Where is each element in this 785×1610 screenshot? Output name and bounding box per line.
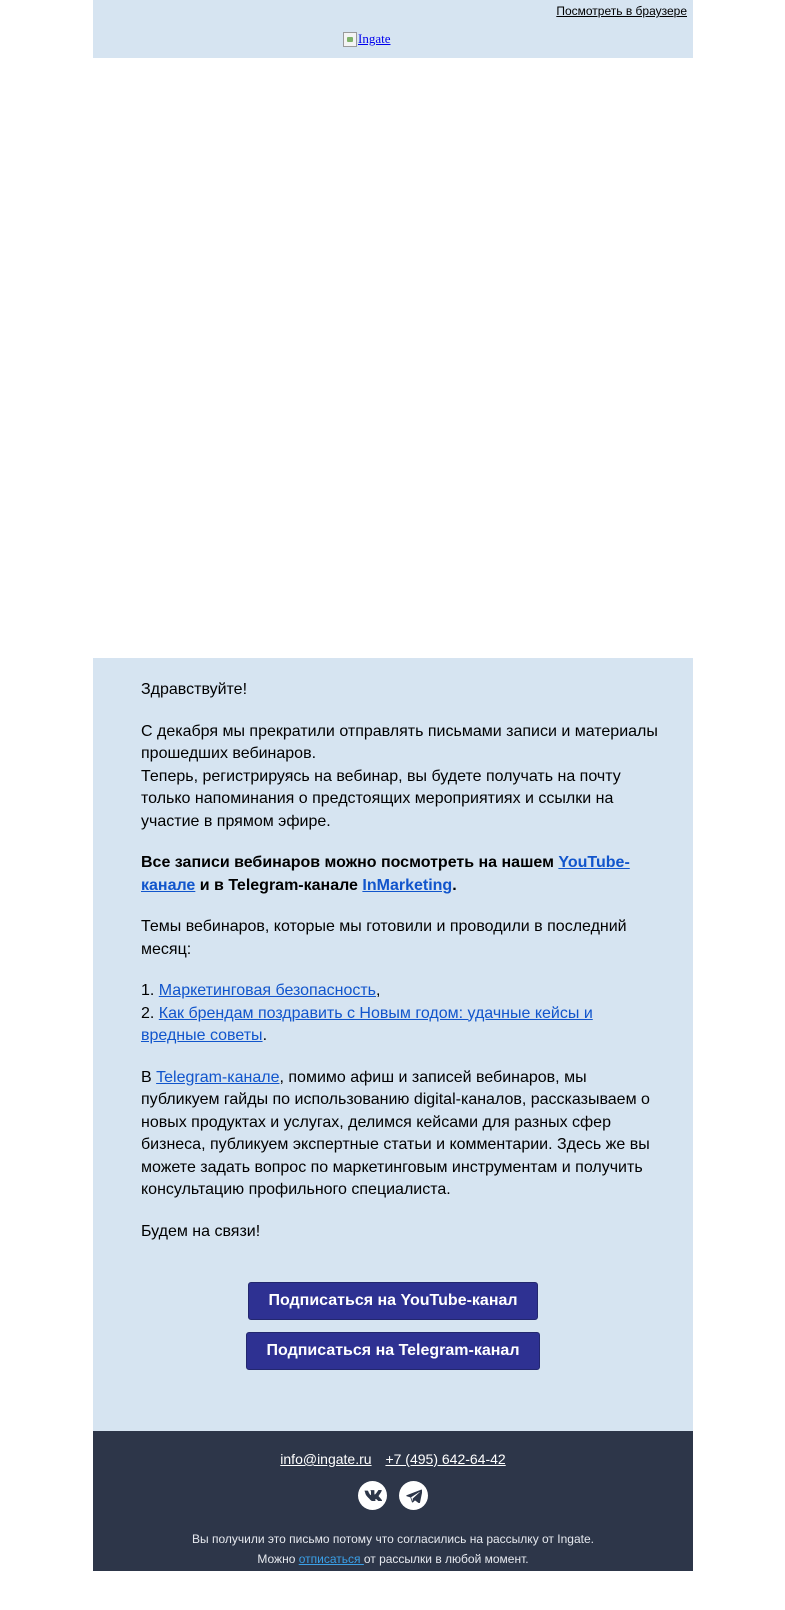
topic-1-link[interactable]: Маркетинговая безопасность bbox=[158, 982, 377, 999]
hero-image-area bbox=[93, 58, 693, 658]
contacts bbox=[93, 1451, 693, 1467]
broken-image-icon bbox=[343, 32, 357, 47]
note-prefix: Можно bbox=[257, 1552, 299, 1566]
topic-1-number: 1. bbox=[141, 982, 159, 999]
recordings-paragraph bbox=[141, 852, 661, 897]
greeting: Здравствуйте! bbox=[141, 681, 248, 698]
telegram-icon[interactable] bbox=[399, 1481, 428, 1510]
recordings-suffix: . bbox=[452, 876, 457, 894]
ingate-logo-link[interactable] bbox=[343, 31, 390, 47]
topics-intro: Темы вебинаров, которые мы готовили и проводили в последний месяц: bbox=[141, 918, 627, 958]
topics-list bbox=[141, 980, 661, 1048]
topic-2-number: 2. bbox=[141, 1004, 159, 1022]
topic-2-punct: . bbox=[262, 1027, 268, 1044]
subscribe-telegram-button[interactable]: Подписаться на Telegram-канал bbox=[246, 1332, 540, 1370]
footer-note bbox=[93, 1529, 693, 1569]
intro-line-1: С декабря мы прекратили отправлять письмами записи и материалы прошедших вебинаров. bbox=[141, 722, 658, 762]
view-in-browser-link[interactable]: Посмотреть в браузере bbox=[556, 4, 687, 18]
email-footer bbox=[93, 1431, 693, 1571]
telegram-text: , помимо афиш и записей вебинаров, мы публикуем гайды по использованию digital-каналов, рассказываем о новых продуктах и услугах, делимся кейсами для разных сфер бизнеса, публикуем экспертные статьи и комментарии. Здесь же вы можете задать вопрос по маркетинговым инструментам и получить консультацию профильного специалиста. bbox=[141, 1068, 650, 1198]
footer-note-line-1: Вы получили это письмо потому что согласились на рассылку от Ingate. bbox=[192, 1532, 594, 1546]
email-link[interactable]: info@ingate.ru bbox=[280, 1451, 372, 1467]
unsubscribe-link[interactable]: отписаться bbox=[298, 1552, 364, 1566]
recordings-middle: и в Telegram-канале bbox=[195, 876, 363, 894]
inmarketing-link[interactable]: InMarketing bbox=[362, 876, 453, 894]
recordings-prefix: Все записи вебинаров можно посмотреть на нашем bbox=[141, 854, 559, 871]
intro-line-2: Теперь, регистрируясь на вебинар, вы будете получать на почту только напоминания о предстоящих мероприятиях и ссылки на участие в прямом эфире. bbox=[141, 767, 621, 830]
subscribe-youtube-button[interactable]: Подписаться на YouTube-канал bbox=[248, 1282, 538, 1320]
phone-link[interactable]: +7 (495) 642-64-42 bbox=[385, 1451, 506, 1467]
note-suffix: от рассылки в любой момент. bbox=[363, 1552, 529, 1566]
closing-text: Будем на связи! bbox=[141, 1222, 261, 1240]
logo-alt-text: Ingate bbox=[358, 31, 391, 46]
youtube-channel-link[interactable]: YouTube-канале bbox=[141, 854, 630, 894]
intro-paragraph bbox=[141, 721, 661, 834]
topic-1-punct: , bbox=[376, 982, 381, 999]
telegram-paragraph bbox=[141, 1067, 661, 1202]
vk-icon[interactable] bbox=[358, 1481, 387, 1510]
topic-2-link[interactable]: Как брендам поздравить с Новым годом: удачные кейсы и вредные советы bbox=[141, 1004, 593, 1044]
footer-note-line-2 bbox=[93, 1549, 693, 1569]
email-header bbox=[93, 0, 693, 58]
body-text bbox=[141, 679, 661, 1262]
email-body bbox=[93, 658, 693, 1431]
social-links bbox=[93, 1481, 693, 1510]
telegram-prefix: В bbox=[141, 1068, 157, 1086]
telegram-channel-link[interactable]: Telegram-канале bbox=[156, 1068, 280, 1086]
